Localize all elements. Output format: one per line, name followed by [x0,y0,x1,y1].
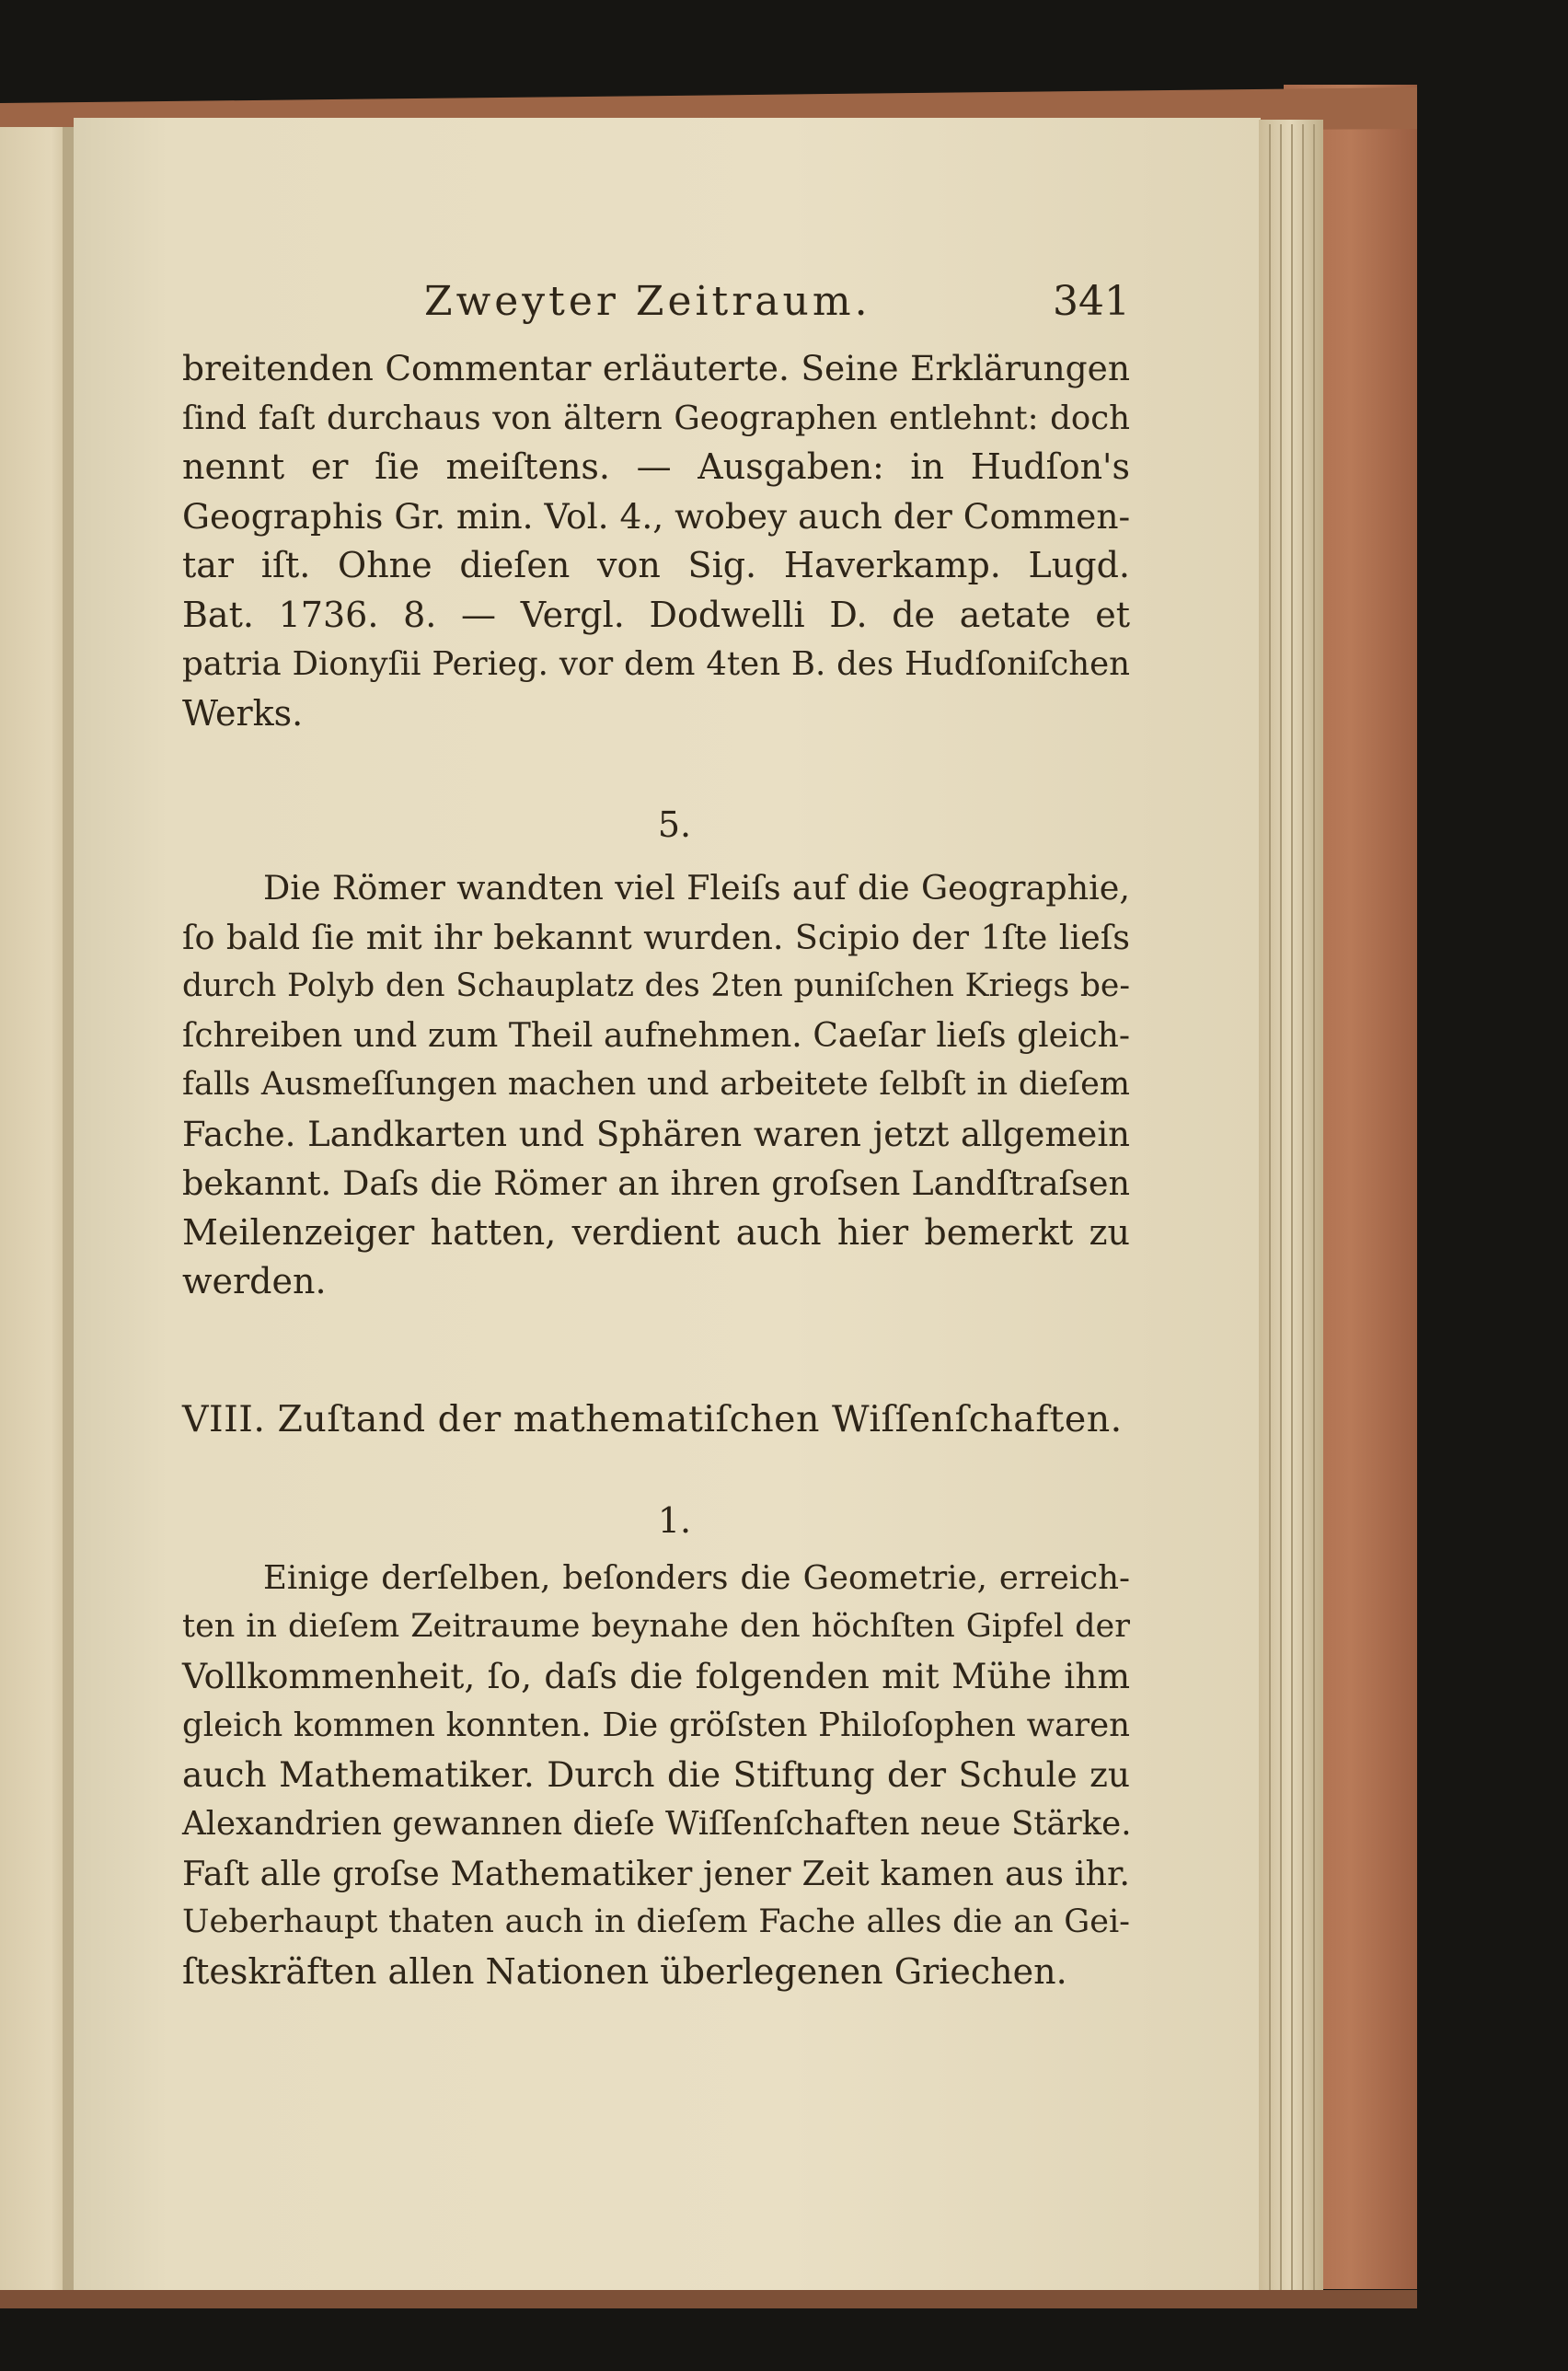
text-line: Einige derſelben, beſonders die Geometrie, erreich- [263,1558,1130,1597]
text-line: ſchreiben und zum Theil aufnehmen. Caeſar lieſs gleich- [182,1016,1130,1055]
text-line: ſo bald ſie mit ihr bekannt wurden. Scipio der 1ſte lieſs [182,917,1130,957]
text-line: Faſt alle groſse Mathematiker jener Zeit kamen aus ihr. [182,1853,1130,1893]
paragraph-1 [182,344,1130,738]
text-line: patria Dionyſii Perieg. vor dem 4ten B. des Hudſoniſchen [182,645,1130,683]
text-line: auch Mathematiker. Durch die Stiftung der Schule zu [182,1753,1130,1795]
section-5-paragraph [182,863,1130,1307]
text-line: Die Römer wandten viel Fleiſs auf die Geographie, [263,868,1130,908]
text-line: falls Ausmeſſungen machen und arbeitete ſelbſt in dieſem [182,1066,1130,1103]
text-line: Alexandrien gewannen dieſe Wiſſenſchaften neue Stärke. [182,1805,1132,1843]
text-line: ten in dieſem Zeitraume beynahe den höchſten Gipfel der [182,1608,1130,1645]
text-line: werden. [182,1261,327,1301]
chapter-viii-paragraph [182,1554,1130,1997]
text-line: Fache. Landkarten und Sphären waren jetzt allgemein [182,1114,1130,1154]
running-title: Zweyter Zeitraum. [424,278,871,325]
text-line: Werks. [182,692,304,734]
running-head [182,267,1130,344]
text-line: ſteskräften allen Nationen überlegenen Griechen. [182,1950,1067,1992]
text-line: Geographis Gr. min. Vol. 4., wobey auch der Commen- [182,495,1131,537]
text-line: nennt er ſie meiſtens. — Ausgaben: in Hudſon's [182,446,1130,487]
text-line: Ueberhaupt thaten auch in dieſem Fache alles die an Gei- [182,1903,1130,1940]
text-line: Bat. 1736. 8. — Vergl. Dodwelli D. de aetate et [182,594,1130,635]
text-line: ſind faſt durchaus von ältern Geographen entlehnt: doch [182,399,1130,437]
text-line: Vollkommenheit, ſo, daſs die folgenden mit Mühe ihm [182,1655,1130,1696]
text-line: Meilenzeiger hatten, verdient auch hier bemerkt zu [182,1211,1130,1253]
text-line: durch Polyb den Schauplatz des 2ten puniſchen Kriegs be- [182,967,1130,1004]
book-bottom-edge [0,2290,1417,2308]
text-line: bekannt. Daſs die Römer an ihren groſsen Landſtraſsen [182,1163,1130,1203]
page-number: 341 [1053,278,1130,325]
page-text-block [182,267,1130,1996]
section-number: 1. [657,1499,692,1541]
text-line: breitenden Commentar erläuterte. Seine Erklärungen [182,348,1130,388]
chapter-heading: VIII. Zuſtand der mathematiſchen Wiſſenſchaften. [182,1397,1123,1440]
text-line: gleich kommen konnten. Die gröſsten Philoſophen waren [182,1706,1130,1744]
section-number: 5. [657,804,692,845]
text-line: tar iſt. Ohne dieſen von Sig. Haverkamp. Lugd. [182,545,1130,585]
